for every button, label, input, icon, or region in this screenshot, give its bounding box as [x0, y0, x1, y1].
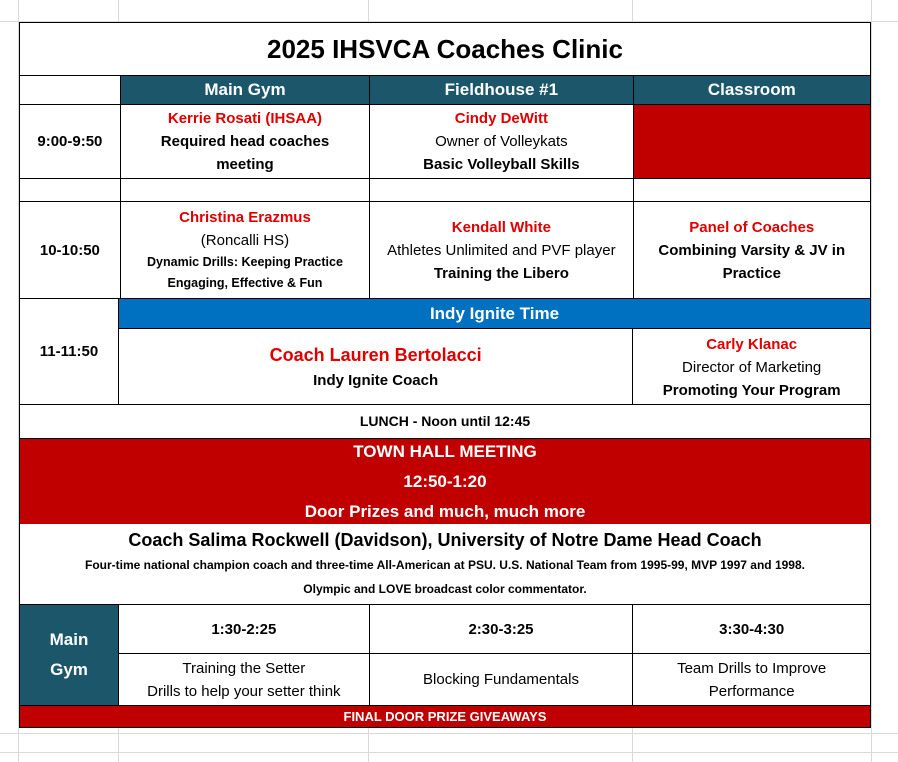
final-giveaway: FINAL DOOR PRIZE GIVEAWAYS	[20, 706, 870, 727]
afternoon-topic	[369, 654, 633, 705]
location-line: Main	[49, 630, 89, 649]
keynote-description: Olympic and LOVE broadcast color commentator.	[303, 582, 587, 596]
session-topic: Combining Varsity & JV in	[658, 241, 846, 259]
town-hall-row	[20, 438, 870, 524]
ignite-banner: Indy Ignite Time	[119, 299, 870, 328]
spacer-row	[20, 178, 870, 201]
topic-line: Team Drills to Improve	[677, 659, 827, 677]
speaker-name: Kendall White	[451, 218, 551, 236]
afternoon-topic	[119, 654, 369, 705]
keynote-description: Four-time national champion coach and three-time All-American at PSU. U.S. National Team from 1995-99, MVP 1997 and 1998.	[85, 558, 805, 572]
speaker-name: Carly Klanac	[706, 336, 798, 353]
session-topic: Training the Libero	[433, 264, 569, 282]
session-topic: Promoting Your Program	[662, 382, 841, 399]
speaker-name: Christina Erazmus	[179, 209, 311, 226]
time-cell: 11-11:50	[39, 343, 99, 360]
final-row	[20, 705, 870, 727]
time-cell: 10-10:50	[39, 241, 100, 259]
session-topic: Practice	[722, 264, 781, 282]
session-cell-fieldhouse	[369, 202, 632, 298]
session-topic: Required head coaches	[160, 133, 330, 150]
session-cell-fieldhouse	[369, 105, 632, 178]
header-main-gym: Main Gym	[120, 76, 369, 104]
speaker-name: Kerrie Rosati (IHSAA)	[167, 110, 323, 127]
session-cell-ignite	[119, 329, 632, 404]
afternoon-times	[119, 605, 870, 653]
header-fieldhouse: Fieldhouse #1	[369, 76, 632, 104]
session-cell-classroom	[632, 329, 870, 404]
header-blank	[20, 76, 120, 104]
topic-line: Drills to help your setter think	[147, 682, 341, 700]
ignite-block	[118, 299, 870, 404]
speaker-affiliation: Director of Marketing	[682, 359, 822, 376]
speaker-name: Cindy DeWitt	[454, 110, 548, 127]
town-hall-time: 12:50-1:20	[403, 471, 487, 491]
session-topic: meeting	[216, 156, 274, 173]
session-topic: Engaging, Effective & Fun	[167, 276, 323, 290]
keynote-speaker: Coach Salima Rockwell (Davidson), University of Notre Dame Head Coach	[128, 530, 762, 550]
afternoon-time: 1:30-2:25	[211, 620, 277, 638]
spacer-cell	[633, 179, 870, 201]
topic-line: Training the Setter	[182, 659, 306, 677]
speaker-affiliation: Indy Ignite Coach	[313, 372, 439, 389]
town-hall-subtitle: Door Prizes and much, much more	[304, 501, 586, 521]
header-classroom: Classroom	[633, 76, 870, 104]
session-topic: Dynamic Drills: Keeping Practice	[147, 255, 343, 269]
spacer-cell	[369, 179, 632, 201]
spacer-cell	[120, 179, 369, 201]
afternoon-sessions	[118, 605, 870, 705]
town-hall-title: TOWN HALL MEETING	[353, 441, 537, 461]
afternoon-time: 2:30-3:25	[369, 605, 633, 653]
header-row	[20, 75, 870, 104]
session-row-2	[20, 201, 870, 298]
session-row-3	[20, 298, 870, 404]
topic-line: Performance	[708, 682, 795, 700]
session-cell-main-gym	[120, 202, 369, 298]
speaker-name: Panel of Coaches	[689, 218, 815, 236]
title-row	[20, 23, 870, 75]
spacer-cell	[20, 179, 120, 201]
ignite-sessions	[119, 328, 870, 404]
speaker-affiliation: Athletes Unlimited and PVF player	[387, 241, 616, 259]
lunch-text: LUNCH - Noon until 12:45	[359, 413, 531, 429]
session-cell-classroom	[633, 202, 870, 298]
clinic-schedule-table	[19, 22, 871, 728]
session-cell-classroom-empty	[633, 105, 870, 178]
speaker-affiliation: Owner of Volleykats	[435, 133, 568, 150]
afternoon-row	[20, 604, 870, 705]
speaker-name: Coach Lauren Bertolacci	[269, 345, 482, 365]
topic-line: Blocking Fundamentals	[423, 671, 579, 688]
keynote-block	[20, 524, 870, 604]
time-cell: 9:00-9:50	[37, 133, 103, 150]
afternoon-topics	[119, 653, 870, 705]
afternoon-location	[20, 605, 118, 705]
keynote-row	[20, 524, 870, 604]
lunch-row	[20, 404, 870, 438]
session-topic: Basic Volleyball Skills	[423, 156, 580, 173]
afternoon-topic	[632, 654, 870, 705]
afternoon-time: 3:30-4:30	[632, 605, 870, 653]
speaker-affiliation: (Roncalli HS)	[200, 232, 290, 249]
session-row-1	[20, 104, 870, 178]
session-cell-main-gym	[120, 105, 369, 178]
location-line: Gym	[50, 660, 88, 679]
town-hall-block	[20, 439, 870, 524]
page-title: 2025 IHSVCA Coaches Clinic	[267, 33, 623, 64]
